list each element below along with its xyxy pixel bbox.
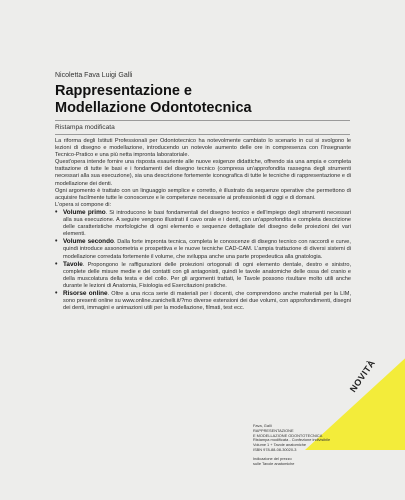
title-divider [55, 120, 350, 121]
intro-paragraph: Quest'opera intende fornire una risposta esauriente alle nuove esigenze didattiche, offrendo sia una ampia e completa trattazione di tutte le basi e i fondamenti del disegno tecnico (compresa un'approfondita rassegna degli strumenti necessari alla sua esecuzione), sia una descrizione fortemente iconografica di tutte le tecniche di rappresentazione e di modellazione dei denti. [55, 159, 351, 187]
info-line: Volume 1 + Tavole anatomiche [253, 442, 307, 448]
description [55, 138, 351, 312]
volume-text: . Dalla forte impronta tecnica, completa le conoscenze di disegno tecnico con raccordi e curve, quindi introduce assonometria e prospettiva e le nuove tecniche CAD-CAM. L'ampia trattazione di diversi sistemi di modellazione corredata fortemente il volume, che sviluppa anche una parte propedeutica alla gnatologia. [63, 239, 351, 260]
bullet-icon: • [55, 289, 58, 297]
product-info [253, 424, 353, 466]
volume-heading: Volume secondo [63, 238, 114, 246]
volume-heading: Volume primo [63, 208, 106, 216]
info-line: E MODELLAZIONE ODONTOTECNICA [253, 432, 323, 438]
subtitle-divider [55, 134, 350, 135]
title-line-1: Rappresentazione e [55, 83, 192, 99]
info-line: RAPPRESENTAZIONE [253, 427, 294, 433]
intro-paragraph: Ogni argomento è trattato con un linguaggio semplice e corretto, è illustrato da sequenze operative che permettono di acquisire facilmente tutte le conoscenze e le competenze necessarie ai professionisti di oggi e di domani. [55, 187, 351, 201]
volume-item [55, 209, 351, 238]
volume-item [55, 238, 351, 260]
volume-heading: Risorse online [63, 289, 108, 297]
volume-heading: Tavole [63, 260, 83, 268]
novita-label: NOVITÀ [347, 357, 378, 395]
volume-text: . Propongono le raffigurazioni delle proiezioni ortogonali di ogni elemento dentale, destro e sinistro, complete delle misure medie e dei contatti con gli antagonisti, quindi le tavole anatomiche delle ossa del cranio e della muscolatura della testa e del collo. Per gli argomenti trattati, le Tavole possono risultare molto utili anche durante le lezioni di Anatomia, Fisiologia ed Esercitazioni pratiche. [63, 261, 351, 289]
intro-paragraph: La riforma degli Istituti Professionali per Odontotecnico ha notevolmente cambiato lo scenario in cui si svolgono le lezioni di disegno e modellazione, introducendo un notevole aumento delle ore in compresenza con l'Insegnante Tecnico-Pratico e una più netta impronta laboratoriale. [55, 138, 351, 159]
volume-text: . Si introducono le basi fondamentali del disegno tecnico e dell'impiego degli strumenti necessari alla sua esecuzione. A seguire vengono illustrati il cavo orale e i denti, con un'approfondita e completa descrizione delle caratteristiche morfologiche di ogni elemento e sequenze dettagliate del disegno delle proiezioni dei vari elementi. [63, 209, 351, 238]
price-note: Indicazione del prezzo [253, 455, 292, 461]
info-line: Fava, Galli [253, 423, 272, 428]
book-title [55, 83, 355, 117]
authors: Nicoletta Fava Luigi Galli [55, 72, 133, 79]
bullet-icon: • [55, 260, 58, 268]
info-line: Ristampa modificata - Confezione indivisibile [253, 437, 331, 443]
title-line-2: Modellazione Odontotecnica [55, 100, 252, 116]
bullet-icon: • [55, 238, 58, 246]
bullet-icon: • [55, 208, 58, 216]
subtitle: Ristampa modificata [55, 124, 115, 131]
isbn: ISBN 978-88-08-30020-3 [253, 446, 297, 452]
volume-text: . Oltre a una ricca serie di materiali per i docenti, che comprendono anche materiali per la LIM, sono presenti online su www.online.zanichelli.it/?mo diverse estensioni dei due volumi, con approfondimenti, disegni dei denti, immagini e animazioni utili per la modellazione, filmati, test ecc. [63, 290, 351, 312]
price-note: sulle Tavole anatomiche [253, 460, 295, 466]
intro-paragraph: L'opera si compone di: [55, 201, 112, 208]
volume-item [55, 261, 351, 290]
volume-item [55, 290, 351, 312]
